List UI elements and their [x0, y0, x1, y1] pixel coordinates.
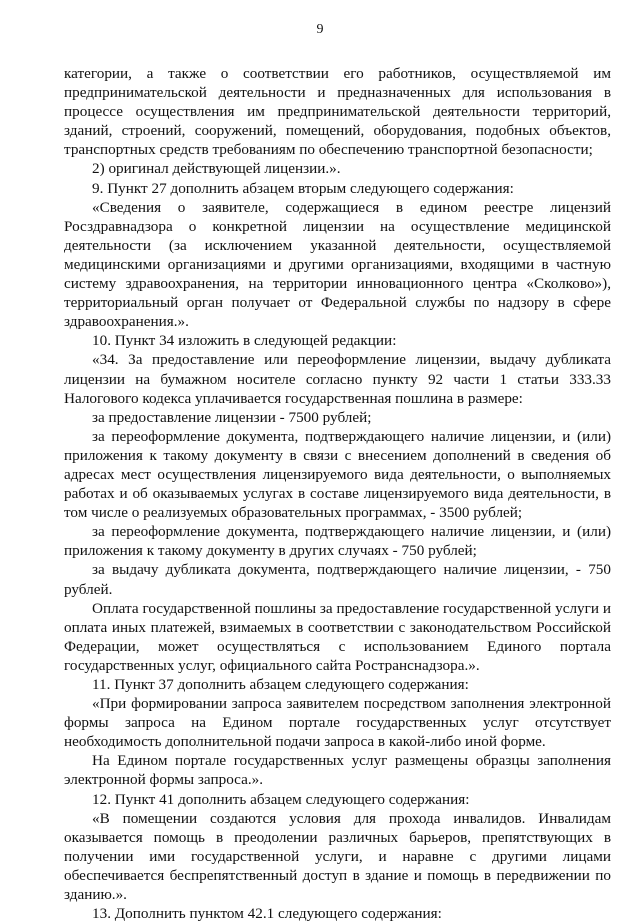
paragraph: «В помещении создаются условия для прохода инвалидов. Инвалидам оказывается помощь в преодолении различных барьеров, препятствующих в получении ими государственной услуги, и наравне с другими лицами обеспечивается беспрепятственный доступ в здание и помощь в передвижении по зданию.». [64, 809, 611, 904]
page-number: 9 [316, 22, 324, 37]
paragraph: Оплата государственной пошлины за предоставление государственной услуги и оплата иных платежей, взимаемых в соответствии с законодательством Российской Федерации, может осуществляться с использованием Единого портала государственных услуг, официального сайта Ространснадзора.». [64, 599, 611, 674]
paragraph: за выдачу дубликата документа, подтверждающего наличие лицензии, - 750 рублей. [64, 561, 611, 598]
paragraph: за переоформление документа, подтверждающего наличие лицензии, и (или) приложения к такому документу в связи с внесением дополнений в сведения об адресах мест осуществления лицензируемого вида деятельности, о выполняемых работах и об оказываемых услугах в составе лицензируемого вида деятельности, в том числе о реализуемых образовательных программах, - 3500 рублей; [64, 427, 611, 522]
paragraph: за переоформление документа, подтверждающего наличие лицензии, и (или) приложения к такому документу в других случаях - 750 рублей; [64, 523, 611, 560]
paragraph: 10. Пункт 34 изложить в следующей редакции: [92, 332, 397, 350]
paragraph: 12. Пункт 41 дополнить абзацем следующего содержания: [92, 790, 470, 808]
paragraph: категории, а также о соответствии его работников, осуществляемой им предпринимательской деятельности и предназначенных для использования в процессе осуществления им предпринимательской деятельности территорий, зданий, строений, сооружений, помещений, оборудования, подобных объектов, транспортных средств требованиям по обеспечению транспортной безопасности; [64, 65, 611, 159]
paragraph: «Сведения о заявителе, содержащиеся в едином реестре лицензий Росздравнадзора о конкретной лицензии на осуществление медицинской деятельности (за исключением указанной деятельности, осуществляемой медицинскими организациями и другими организациями, входящими в частную систему здравоохранения, на территории инновационного центра «Сколково»), территориальный орган получает от Федеральной службы по надзору в сфере здравоохранения.». [64, 198, 611, 331]
paragraph: 11. Пункт 37 дополнить абзацем следующего содержания: [92, 676, 469, 693]
paragraph: за предоставление лицензии - 7500 рублей; [92, 408, 372, 426]
paragraph: «34. За предоставление или переоформление лицензии, выдачу дубликата лицензии на бумажном носителе согласно пункту 92 части 1 статьи 333.33 Налогового кодекса уплачивается государственная пошлина в размере: [64, 351, 611, 407]
paragraph: На Едином портале государственных услуг размещены образцы заполнения электронной формы запроса.». [64, 752, 611, 789]
paragraph: 13. Дополнить пунктом 42.1 следующего содержания: [92, 905, 442, 923]
paragraph: «При формировании запроса заявителем посредством заполнения электронной формы запроса на Едином портале государственных услуг отсутствует необходимость дополнительной подачи запроса в какой-либо иной форме. [64, 695, 611, 751]
paragraph: 9. Пункт 27 дополнить абзацем вторым следующего содержания: [92, 179, 514, 197]
paragraph: 2) оригинал действующей лицензии.». [92, 160, 341, 178]
document-body [64, 64, 611, 923]
